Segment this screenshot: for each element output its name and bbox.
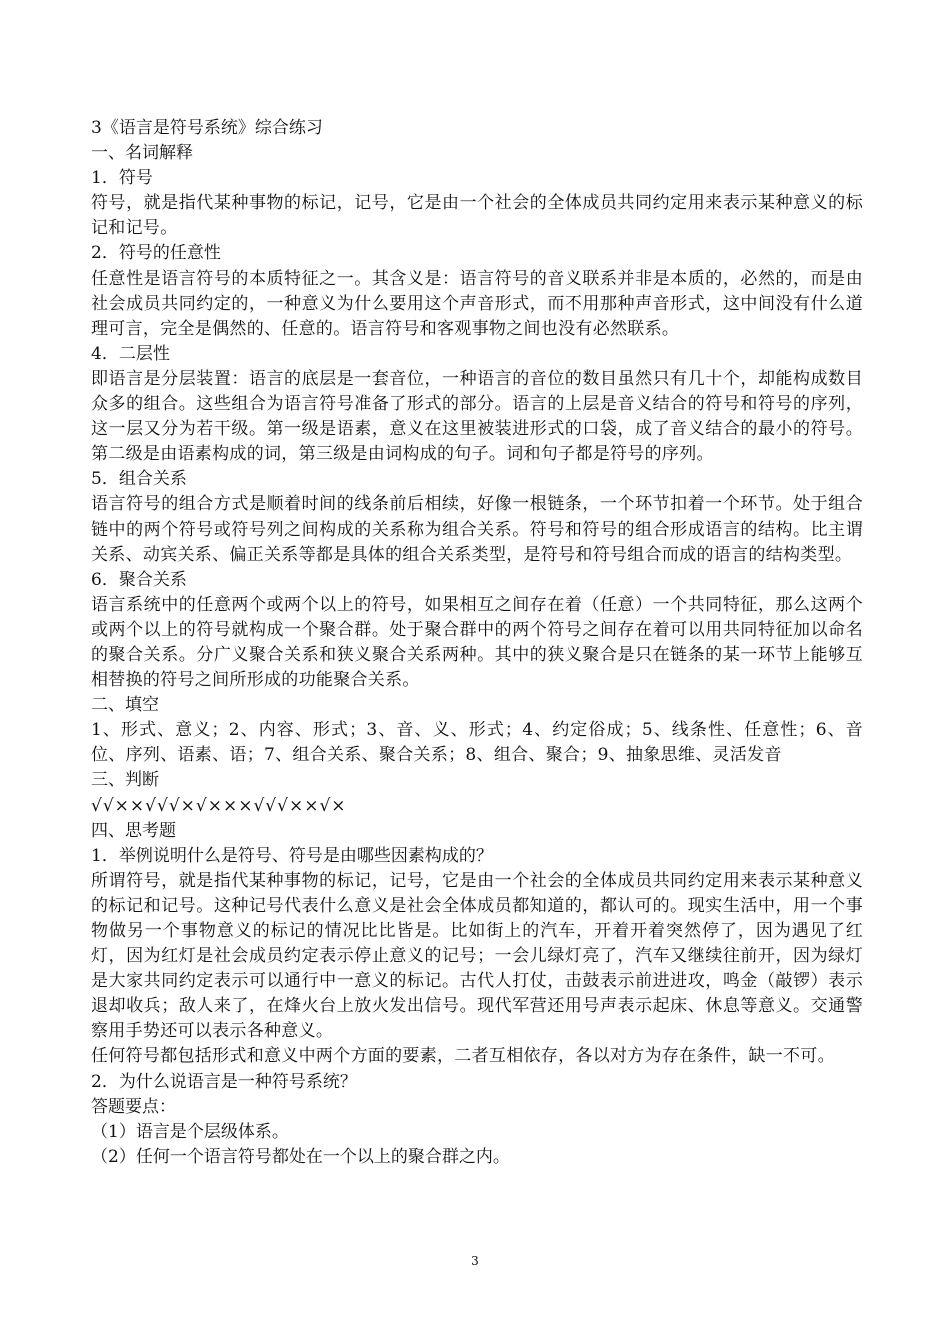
- term-label: 1．符号: [91, 168, 153, 189]
- term-label: 4．二层性: [91, 343, 170, 364]
- document-title: 3《语言是符号系统》综合练习: [91, 118, 323, 138]
- true-false-answers: √√××√√√×√×××√√√××√×: [91, 795, 347, 816]
- question-label: 1．举例说明什么是符号、符号是由哪些因素构成的？: [91, 845, 493, 866]
- section-heading-fill-blank: 二、填空: [91, 695, 159, 716]
- term-definition: 语言符号的组合方式是顺着时间的线条前后相续，好像一根链条，一个环节扣着一个环节。处于组合链中的两个符号或符号列之间构成的关系称为组合关系。符号和符号的组合形成语言的结构。比主谓关系、动宾关系、偏正关系等都是具体的组合关系类型，是符号和符号组合而成的语言的结构类型。: [91, 494, 863, 565]
- question-answer-paragraph: 任何符号都包括形式和意义中两个方面的要素，二者互相依存，各以对方为存在条件，缺一不可。: [91, 1046, 835, 1067]
- term-definition: 任意性是语言符号的本质特征之一。其含义是：语言符号的音义联系并非是本质的，必然的，而是由社会成员共同约定的，一种意义为什么要用这个声音形式，而不用那种声音形式，这中间没有什么道理可言，完全是偶然的、任意的。语言符号和客观事物之间也没有必然联系。: [91, 268, 863, 339]
- answer-point: （1）语言是个层级体系。: [91, 1121, 289, 1142]
- term-definition: 语言系统中的任意两个或两个以上的符号，如果相互之间存在着（任意）一个共同特征，那么这两个或两个以上的符号就构成一个聚合群。处于聚合群中的两个符号之间存在着可以用共同特征加以命名的聚合关系。分广义聚合关系和狭义聚合关系两种。其中的狭义聚合是只在链条的某一环节上能够互相替换的符号之间所形成的功能聚合关系。: [91, 594, 863, 691]
- term-label: 2．符号的任意性: [91, 243, 221, 264]
- section-heading-questions: 四、思考题: [91, 820, 176, 841]
- answer-point: （2）任何一个语言符号都处在一个以上的聚合群之内。: [91, 1146, 510, 1167]
- term-label: 6．聚合关系: [91, 569, 187, 590]
- document-body: [91, 116, 863, 1170]
- question-label: 2．为什么说语言是一种符号系统？: [91, 1071, 357, 1092]
- term-definition: 符号，就是指代某种事物的标记，记号，它是由一个社会的全体成员共同约定用来表示某种意义的标记和记号。: [91, 193, 863, 239]
- term-label: 5．组合关系: [91, 469, 187, 490]
- answer-intro: 答题要点：: [91, 1096, 176, 1117]
- fill-blank-answers: 1、形式、意义；2、内容、形式；3、音、义、形式；4、约定俗成；5、线条性、任意性；6、音位、序列、语素、语；7、组合关系、聚合关系；8、组合、聚合；9、抽象思维、灵活发音: [91, 720, 863, 766]
- page-number: 3: [471, 1254, 479, 1268]
- section-heading-true-false: 三、判断: [91, 770, 159, 791]
- term-definition: 即语言是分层装置：语言的底层是一套音位，一种语言的音位的数目虽然只有几十个，却能构成数目众多的组合。这些组合为语言符号准备了形式的部分。语言的上层是音义结合的符号和符号的序列，这一层又分为若干级。第一级是语素，意义在这里被装进形式的口袋，成了音义结合的最小的符号。第二级是由语素构成的词，第三级是由词构成的句子。词和句子都是符号的序列。: [91, 368, 863, 465]
- question-answer-paragraph: 所谓符号，就是指代某种事物的标记，记号，它是由一个社会的全体成员共同约定用来表示某种意义的标记和记号。这种记号代表什么意义是社会全体成员都知道的，都认可的。现实生活中，用一个事物做另一个事物意义的标记的情况比比皆是。比如街上的汽车，开着开着突然停了，因为遇见了红灯，因为红灯是社会成员约定表示停止意义的记号；一会儿绿灯亮了，汽车又继续往前开，因为绿灯是大家共同约定表示可以通行中一意义的标记。古代人打仗，击鼓表示前进进攻，鸣金（敲锣）表示退却收兵；敌人来了，在烽火台上放火发出信号。现代军营还用号声表示起床、休息等意义。交通警察用手势还可以表示各种意义。: [91, 870, 863, 1042]
- section-heading-glossary: 一、名词解释: [91, 143, 193, 164]
